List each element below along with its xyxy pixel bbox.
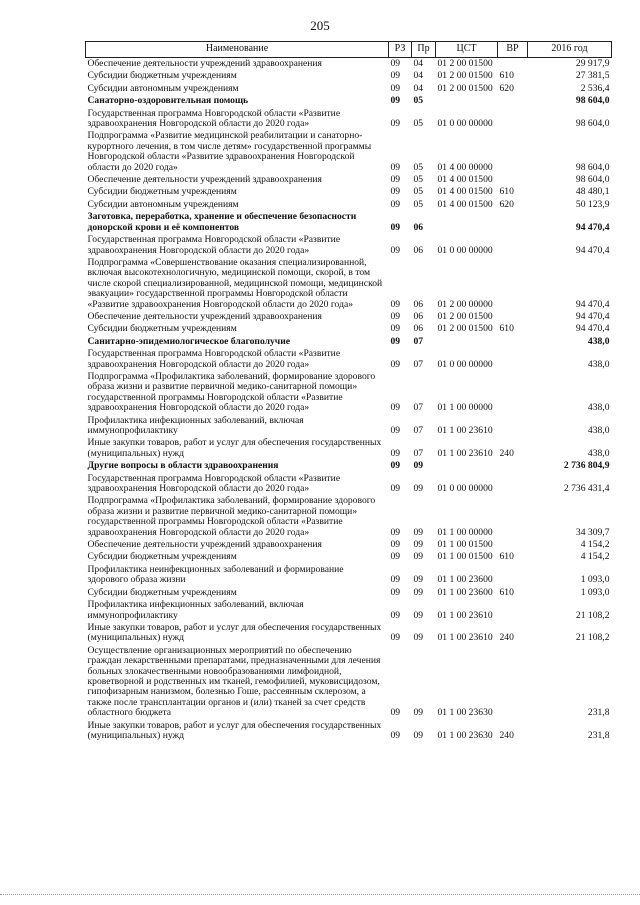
- cell-pr: 07: [413, 447, 424, 459]
- cell-name: Государственная программа Новгородской области «Развитие здравоохранения Новгородской области до 2020 года»: [87, 472, 341, 495]
- cell-pr: 09: [413, 707, 424, 719]
- cell-vr: [498, 234, 528, 257]
- cell-sum: 27 381,5: [575, 70, 610, 82]
- cell-rz: 09: [390, 729, 401, 741]
- cell-rz: 09: [390, 707, 401, 719]
- cell-name: Подпрограмма «Профилактика заболеваний, формирование здорового образа жизни и развитие первичной медико-санитарной помощи» государственной программы Новгородской области «Развитие здравоохранения Новгородской области до 2020 года»: [87, 370, 376, 414]
- cell-cst: 01 2 00 01500: [437, 82, 493, 94]
- table-row: [86, 495, 612, 539]
- cell-sum: 94 470,4: [575, 310, 610, 322]
- cell-vr: [498, 539, 528, 551]
- table-row: [86, 95, 612, 107]
- cell-pr: 09: [413, 586, 424, 598]
- cell-vr: [498, 564, 528, 587]
- cell-cst: 01 2 00 01500: [437, 58, 493, 69]
- cell-cst: 01 1 00 23610: [437, 447, 493, 459]
- cell-cst: 01 2 00 01500: [437, 323, 493, 335]
- cell-rz: 09: [390, 447, 401, 459]
- cell-sum: 438,0: [587, 425, 610, 436]
- cell-rz: 09: [390, 586, 401, 598]
- cell-cst: 01 0 00 00000: [437, 483, 493, 495]
- cell-rz: 09: [390, 323, 401, 335]
- cell-cst: 01 1 00 23610: [437, 425, 493, 436]
- cell-name: Субсидии автономным учреждениям: [87, 82, 239, 94]
- cell-pr: 06: [413, 323, 424, 335]
- table-row: [86, 234, 612, 257]
- cell-vr: 620: [499, 82, 514, 94]
- table-row: [86, 130, 612, 174]
- cell-cst: 01 2 00 01500: [437, 310, 493, 322]
- cell-cst: 01 1 00 23610: [437, 609, 493, 621]
- footer-rule: [0, 894, 640, 895]
- cell-pr: 05: [413, 174, 424, 186]
- cell-pr: 06: [413, 298, 424, 310]
- cell-pr: 06: [413, 244, 424, 256]
- cell-rz: 09: [390, 574, 401, 586]
- cell-rz: 09: [390, 425, 401, 436]
- cell-rz: 09: [390, 526, 401, 538]
- table-row: [86, 174, 612, 186]
- table-row: [86, 720, 612, 743]
- cell-sum: 231,8: [587, 729, 610, 741]
- table-row: [86, 551, 612, 563]
- table-row: [86, 539, 612, 551]
- cell-cst: 01 1 00 00000: [437, 402, 493, 414]
- cell-name: Подпрограмма «Профилактика заболеваний, формирование здорового образа жизни и развитие первичной медико-санитарной помощи» государственной программы Новгородской области «Развитие здравоохранения Новгородской области до 2020 года»: [87, 495, 376, 538]
- cell-rz: 09: [390, 198, 401, 210]
- cell-rz: 09: [390, 298, 401, 310]
- cell-vr: [498, 130, 528, 174]
- table-row: [86, 323, 612, 335]
- cell-rz: 09: [390, 402, 401, 414]
- table-row: [86, 70, 612, 82]
- cell-name: Профилактика инфекционных заболеваний, включая иммунопрофилактику: [87, 414, 304, 436]
- cell-name: Субсидии бюджетным учреждениям: [87, 586, 237, 598]
- cell-rz: 09: [390, 161, 401, 173]
- header-sum: 2016 год: [528, 42, 612, 58]
- cell-sum: 48 480,1: [575, 186, 610, 198]
- table-row: [86, 437, 612, 460]
- page-number: 205: [310, 18, 330, 33]
- cell-rz: 09: [390, 174, 401, 186]
- cell-sum: 438,0: [587, 447, 610, 459]
- cell-name: Санаторно-оздоровительная помощь: [87, 95, 249, 107]
- cell-name: Подпрограмма «Совершенствование оказания специализированной, включая высокотехнологичную, медицинской помощи, скорой, в том числе скорой специализированной, медицинской помощи, медицинской эвакуации» государственной программы Новгородской области «Развитие здравоохранения Новгородской области до 2020 года»: [87, 256, 383, 310]
- cell-sum: 94 470,4: [575, 221, 610, 233]
- cell-rz: 09: [390, 186, 401, 198]
- cell-pr: 05: [413, 95, 424, 107]
- cell-name: Подпрограмма «Развитие медицинской реабилитации и санаторно-курортного лечения, в том числе детям» государственной программы Новгородской области «Развитие здравоохранения Новгородской области до 2020 года»: [87, 130, 372, 173]
- cell-name: Субсидии бюджетным учреждениям: [87, 186, 237, 198]
- cell-pr: 09: [413, 632, 424, 644]
- cell-vr: [498, 348, 528, 371]
- cell-sum: 29 917,9: [575, 58, 610, 69]
- budget-table: [85, 41, 612, 742]
- cell-vr: 610: [499, 323, 514, 335]
- cell-vr: [498, 495, 528, 539]
- cell-sum: 2 536,4: [580, 82, 610, 94]
- table-header-row: [86, 42, 612, 58]
- cell-cst: [436, 460, 498, 472]
- cell-cst: [436, 211, 498, 234]
- cell-cst: 01 0 00 00000: [437, 118, 493, 130]
- cell-vr: 610: [499, 551, 514, 563]
- cell-vr: [498, 645, 528, 720]
- cell-rz: 09: [390, 58, 401, 69]
- cell-name: Субсидии бюджетным учреждениям: [87, 551, 237, 563]
- cell-pr: 09: [413, 609, 424, 621]
- cell-rz: 09: [390, 483, 401, 495]
- cell-vr: [498, 257, 528, 311]
- cell-name: Заготовка, переработка, хранение и обеспечение безопасности донорской крови и её компонентов: [87, 211, 357, 233]
- table-row: [86, 186, 612, 198]
- table-row: [86, 473, 612, 496]
- cell-vr: 240: [499, 729, 514, 741]
- cell-rz: 09: [390, 221, 401, 233]
- table-row: [86, 199, 612, 211]
- cell-name: Субсидии бюджетным учреждениям: [87, 323, 237, 335]
- header-vr: ВР: [498, 42, 528, 58]
- cell-cst: [436, 336, 498, 348]
- header-rz: РЗ: [389, 42, 412, 58]
- cell-name: Обеспечение деятельности учреждений здравоохранения: [87, 310, 322, 322]
- cell-sum: 231,8: [587, 707, 610, 719]
- cell-pr: 09: [413, 483, 424, 495]
- cell-sum: 21 108,2: [575, 632, 610, 644]
- cell-sum: 1 093,0: [580, 586, 610, 598]
- cell-cst: 01 1 00 00000: [437, 526, 493, 538]
- cell-pr: 07: [413, 358, 424, 370]
- cell-vr: [498, 58, 528, 71]
- cell-rz: 09: [390, 335, 401, 347]
- cell-name: Обеспечение деятельности учреждений здравоохранения: [87, 174, 322, 186]
- cell-rz: 09: [390, 70, 401, 82]
- cell-rz: 09: [390, 244, 401, 256]
- cell-rz: 09: [390, 551, 401, 563]
- cell-sum: 1 093,0: [580, 574, 610, 586]
- cell-rz: 09: [390, 539, 401, 551]
- cell-rz: 09: [390, 358, 401, 370]
- cell-cst: 01 4 00 01500: [437, 174, 493, 186]
- cell-pr: 07: [413, 335, 424, 347]
- cell-pr: 07: [413, 402, 424, 414]
- cell-vr: [498, 211, 528, 234]
- cell-cst: 01 0 00 00000: [437, 358, 493, 370]
- cell-rz: 09: [390, 310, 401, 322]
- cell-name: Обеспечение деятельности учреждений здравоохранения: [87, 539, 322, 551]
- cell-sum: 98 604,0: [575, 161, 610, 173]
- cell-name: Субсидии бюджетным учреждениям: [87, 70, 237, 82]
- cell-pr: 05: [413, 198, 424, 210]
- cell-pr: 09: [413, 729, 424, 741]
- cell-vr: 610: [499, 186, 514, 198]
- cell-name: Обеспечение деятельности учреждений здравоохранения: [87, 58, 322, 69]
- cell-sum: 94 470,4: [575, 298, 610, 310]
- table-row: [86, 371, 612, 415]
- cell-pr: 05: [413, 118, 424, 130]
- cell-pr: 09: [413, 551, 424, 563]
- cell-vr: [498, 473, 528, 496]
- cell-vr: [498, 336, 528, 348]
- cell-sum: 438,0: [587, 402, 610, 414]
- cell-cst: 01 1 00 23610: [437, 632, 493, 644]
- cell-sum: 438,0: [587, 335, 610, 347]
- cell-rz: 09: [390, 460, 401, 472]
- cell-pr: 04: [413, 70, 424, 82]
- cell-name: Другие вопросы в области здравоохранения: [87, 460, 279, 472]
- table-row: [86, 460, 612, 472]
- cell-cst: 01 1 00 23600: [437, 586, 493, 598]
- table-row: [86, 587, 612, 599]
- cell-cst: 01 0 00 00000: [437, 244, 493, 256]
- cell-sum: 94 470,4: [575, 323, 610, 335]
- cell-vr: [498, 460, 528, 472]
- table-row: [86, 83, 612, 95]
- cell-rz: 09: [390, 609, 401, 621]
- table-row: [86, 108, 612, 131]
- cell-name: Субсидии автономным учреждениям: [87, 198, 239, 210]
- table-row: [86, 58, 612, 71]
- cell-sum: 98 604,0: [575, 95, 610, 107]
- cell-pr: 09: [413, 539, 424, 551]
- cell-name: Профилактика инфекционных заболеваний, включая иммунопрофилактику: [87, 599, 304, 621]
- cell-vr: 620: [499, 198, 514, 210]
- cell-vr: [498, 95, 528, 107]
- table-row: [86, 311, 612, 323]
- cell-sum: 50 123,9: [575, 198, 610, 210]
- cell-name: Санитарно-эпидемиологическое благополучие: [87, 335, 290, 347]
- cell-sum: 21 108,2: [575, 609, 610, 621]
- cell-vr: [498, 371, 528, 415]
- cell-cst: 01 1 00 01500: [437, 539, 493, 551]
- cell-name: Осуществление организационных мероприятий по обеспечению граждан лекарственными препаратами, предназначенными для лечения больных злокачественными новообразованиями лимфоидной, кроветворной и родственных им тканей, гемофилией, муковисцидозом, гипофизарным нанизмом, болезнью Гоше, рассеянным склерозом, а также после трансплантации органов и (или) тканей за счет средств областного бюджета: [87, 644, 381, 719]
- table-row: [86, 645, 612, 720]
- cell-vr: 240: [499, 447, 514, 459]
- cell-vr: [498, 174, 528, 186]
- table-row: [86, 564, 612, 587]
- cell-vr: 610: [499, 70, 514, 82]
- cell-name: Государственная программа Новгородской области «Развитие здравоохранения Новгородской области до 2020 года»: [87, 107, 341, 130]
- table-row: [86, 599, 612, 622]
- table-row: [86, 336, 612, 348]
- cell-sum: 438,0: [587, 358, 610, 370]
- cell-vr: 610: [499, 586, 514, 598]
- cell-rz: 09: [390, 632, 401, 644]
- cell-sum: 2 736 804,9: [563, 460, 610, 472]
- header-name: Наименование: [86, 42, 389, 58]
- cell-pr: 09: [413, 460, 424, 472]
- table-row: [86, 348, 612, 371]
- cell-sum: 98 604,0: [575, 174, 610, 186]
- cell-pr: 09: [413, 574, 424, 586]
- cell-name: Иные закупки товаров, работ и услуг для обеспечения государственных (муниципальных) нужд: [87, 437, 382, 459]
- table-row: [86, 211, 612, 234]
- cell-cst: [436, 95, 498, 107]
- table-row: [86, 257, 612, 311]
- cell-sum: 98 604,0: [575, 118, 610, 130]
- cell-vr: [498, 415, 528, 438]
- cell-name: Профилактика неинфекционных заболеваний и формирование здорового образа жизни: [87, 563, 344, 586]
- cell-pr: 04: [413, 58, 424, 69]
- cell-sum: 4 154,2: [580, 551, 610, 563]
- cell-cst: 01 4 00 01500: [437, 186, 493, 198]
- cell-vr: [498, 108, 528, 131]
- cell-pr: 06: [413, 221, 424, 233]
- cell-name: Государственная программа Новгородской области «Развитие здравоохранения Новгородской области до 2020 года»: [87, 348, 341, 370]
- cell-pr: 05: [413, 186, 424, 198]
- cell-name: Государственная программа Новгородской области «Развитие здравоохранения Новгородской области до 2020 года»: [87, 234, 341, 256]
- cell-cst: 01 4 00 00000: [437, 161, 493, 173]
- cell-name: Иные закупки товаров, работ и услуг для обеспечения государственных (муниципальных) нужд: [87, 621, 382, 644]
- table-row: [86, 415, 612, 438]
- cell-cst: 01 4 00 01500: [437, 198, 493, 210]
- cell-rz: 09: [390, 118, 401, 130]
- cell-name: Иные закупки товаров, работ и услуг для обеспечения государственных (муниципальных) нужд: [87, 719, 382, 741]
- table-row: [86, 622, 612, 645]
- cell-sum: 94 470,4: [575, 244, 610, 256]
- cell-cst: 01 1 00 23600: [437, 574, 493, 586]
- cell-sum: 4 154,2: [580, 539, 610, 551]
- cell-vr: [498, 311, 528, 323]
- cell-pr: 06: [413, 310, 424, 322]
- cell-cst: 01 2 00 00000: [437, 298, 493, 310]
- cell-cst: 01 1 00 23630: [437, 729, 493, 741]
- cell-pr: 09: [413, 526, 424, 538]
- cell-vr: [498, 599, 528, 622]
- cell-pr: 07: [413, 425, 424, 436]
- cell-sum: 2 736 431,4: [563, 483, 610, 495]
- cell-cst: 01 2 00 01500: [437, 70, 493, 82]
- cell-sum: 34 309,7: [575, 526, 610, 538]
- cell-pr: 04: [413, 82, 424, 94]
- cell-cst: 01 1 00 23630: [437, 707, 493, 719]
- cell-rz: 09: [390, 95, 401, 107]
- cell-rz: 09: [390, 82, 401, 94]
- cell-cst: 01 1 00 01500: [437, 551, 493, 563]
- table-body: [86, 58, 612, 743]
- cell-vr: 240: [499, 632, 514, 644]
- header-pr: Пр: [412, 42, 436, 58]
- cell-pr: 05: [413, 161, 424, 173]
- header-cst: ЦСТ: [436, 42, 498, 58]
